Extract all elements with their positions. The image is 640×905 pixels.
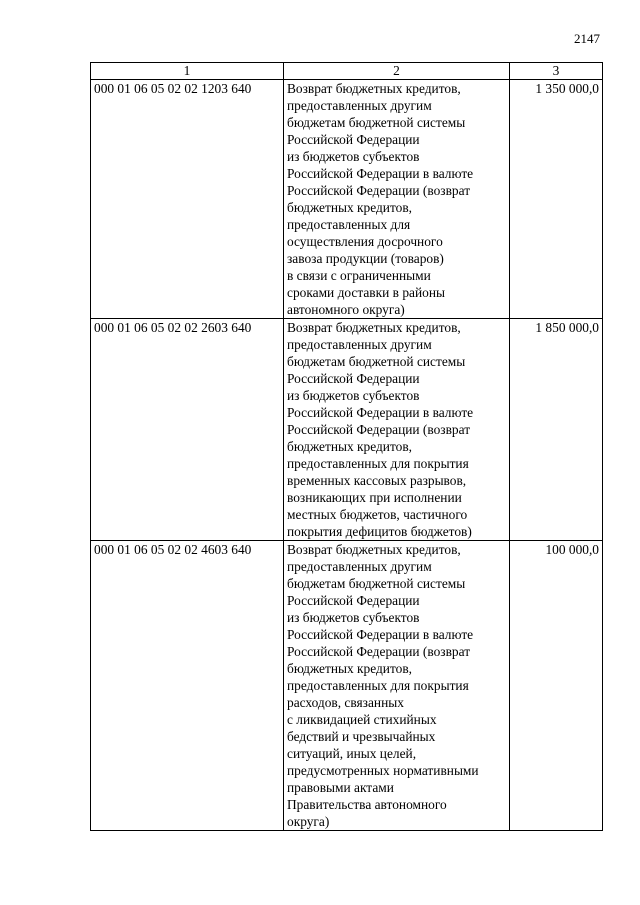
budget-table bbox=[90, 62, 603, 831]
row-amount: 1 850 000,0 bbox=[510, 319, 603, 541]
row-description: Возврат бюджетных кредитов, предоставленных другим бюджетам бюджетной системы Российской Федерации из бюджетов субъектов Российской Федерации в валюте Российской Федерации (возврат бюджетных кредитов, предоставленных для осуществления досрочного завоза продукции (товаров) в связи с ограниченными сроками доставки в районы автономного округа) bbox=[284, 80, 510, 319]
table-row bbox=[91, 80, 603, 319]
column-header-code: 1 bbox=[91, 63, 284, 80]
row-description: Возврат бюджетных кредитов, предоставленных другим бюджетам бюджетной системы Российской Федерации из бюджетов субъектов Российской Федерации в валюте Российской Федерации (возврат бюджетных кредитов, предоставленных для покрытия расходов, связанных с ликвидацией стихийных бедствий и чрезвычайных ситуаций, иных целей, предусмотренных нормативными правовыми актами Правительства автономного округа) bbox=[284, 541, 510, 831]
page-number: 2147 bbox=[574, 31, 600, 46]
table-row bbox=[91, 541, 603, 831]
row-description: Возврат бюджетных кредитов, предоставленных другим бюджетам бюджетной системы Российской Федерации из бюджетов субъектов Российской Федерации в валюте Российской Федерации (возврат бюджетных кредитов, предоставленных для покрытия временных кассовых разрывов, возникающих при исполнении местных бюджетов, частичного покрытия дефицитов бюджетов) bbox=[284, 319, 510, 541]
row-code: 000 01 06 05 02 02 1203 640 bbox=[91, 80, 284, 319]
row-amount: 100 000,0 bbox=[510, 541, 603, 831]
column-header-description: 2 bbox=[284, 63, 510, 80]
row-code: 000 01 06 05 02 02 4603 640 bbox=[91, 541, 284, 831]
table-header-row bbox=[91, 63, 603, 80]
column-header-amount: 3 bbox=[510, 63, 603, 80]
table-row bbox=[91, 319, 603, 541]
row-amount: 1 350 000,0 bbox=[510, 80, 603, 319]
row-code: 000 01 06 05 02 02 2603 640 bbox=[91, 319, 284, 541]
